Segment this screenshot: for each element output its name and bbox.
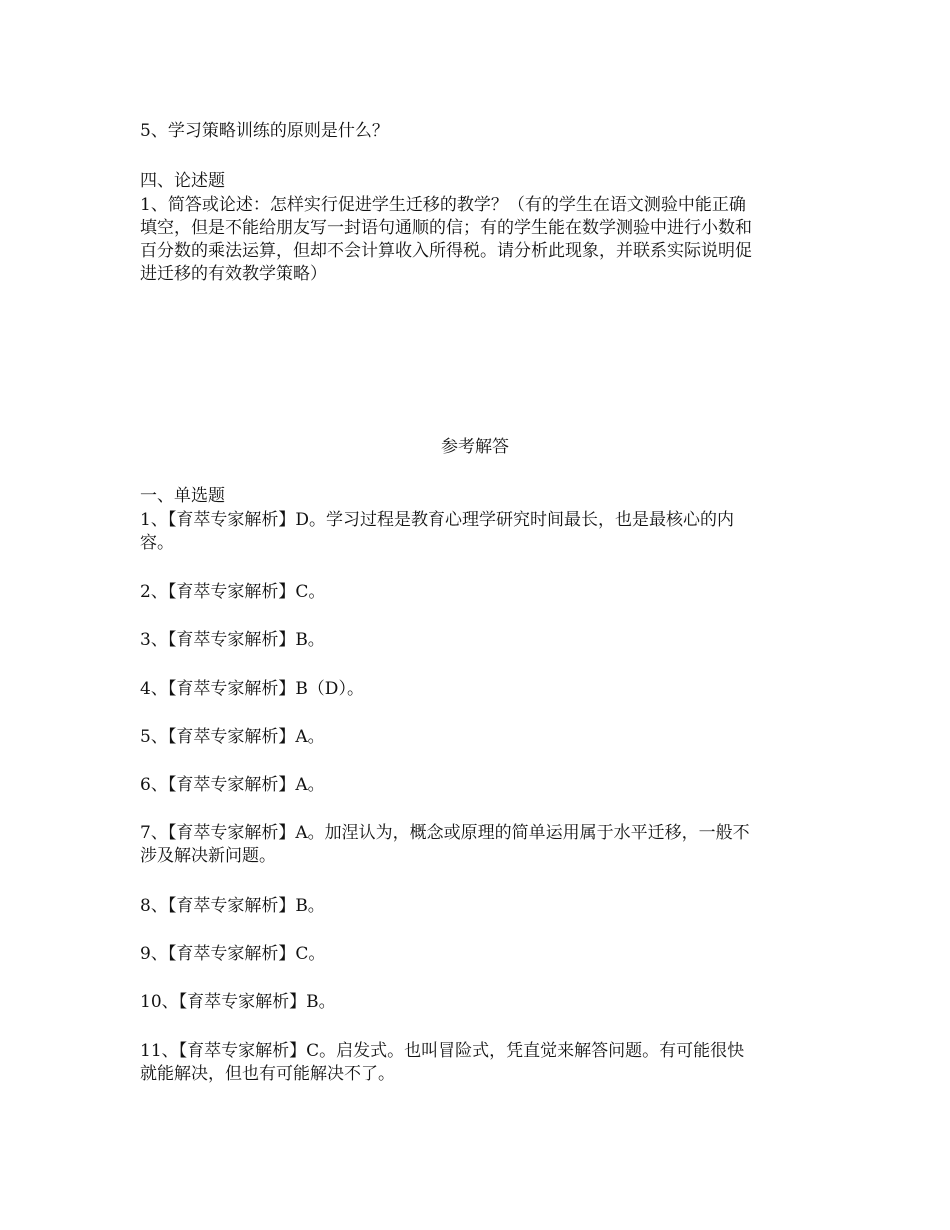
answers-title: 参考解答 bbox=[441, 437, 509, 457]
answer-item-9: 9、【育萃专家解析】C。 bbox=[140, 944, 326, 964]
answer-item-6: 6、【育萃专家解析】A。 bbox=[140, 775, 325, 795]
answer-item-1 bbox=[140, 509, 812, 555]
answer-line: 11、【育萃专家解析】C。启发式。也叫冒险式，凭直觉来解答问题。有可能很快 bbox=[140, 1041, 745, 1061]
answer-item-3: 3、【育萃专家解析】B。 bbox=[140, 630, 325, 650]
question-5: 5、学习策略训练的原则是什么？ bbox=[140, 121, 389, 141]
answer-line: 涉及解决新问题。 bbox=[140, 846, 276, 866]
answer-line: 1、【育萃专家解析】D。学习过程是教育心理学研究时间最长，也是最核心的内 bbox=[140, 510, 734, 530]
essay-line: 进迁移的有效教学策略） bbox=[140, 264, 327, 284]
answer-item-8: 8、【育萃专家解析】B。 bbox=[140, 896, 325, 916]
essay-line: 1、简答或论述：怎样实行促进学生迁移的教学？（有的学生在语文测验中能正确 bbox=[140, 195, 746, 215]
answers-section-heading: 一、单选题 bbox=[140, 486, 225, 506]
answer-item-5: 5、【育萃专家解析】A。 bbox=[140, 727, 325, 747]
answer-item-10: 10、【育萃专家解析】B。 bbox=[140, 992, 336, 1012]
essay-line: 填空，但是不能给朋友写一封语句通顺的信；有的学生能在数学测验中进行小数和 bbox=[140, 218, 752, 238]
answer-item-11 bbox=[140, 1040, 812, 1086]
essay-line: 百分数的乘法运算，但却不会计算收入所得税。请分析此现象，并联系实际说明促 bbox=[140, 241, 752, 261]
section-heading-essay: 四、论述题 bbox=[140, 171, 225, 191]
answer-line: 7、【育萃专家解析】A。加涅认为，概念或原理的简单运用属于水平迁移，一般不 bbox=[140, 823, 750, 843]
answer-item-2: 2、【育萃专家解析】C。 bbox=[140, 582, 326, 602]
answer-line: 容。 bbox=[140, 533, 174, 553]
essay-question-1 bbox=[140, 194, 812, 286]
answer-line: 就能解决，但也有可能解决不了。 bbox=[140, 1064, 395, 1084]
answer-item-4: 4、【育萃专家解析】B（D）。 bbox=[140, 679, 364, 699]
answer-item-7 bbox=[140, 822, 812, 868]
